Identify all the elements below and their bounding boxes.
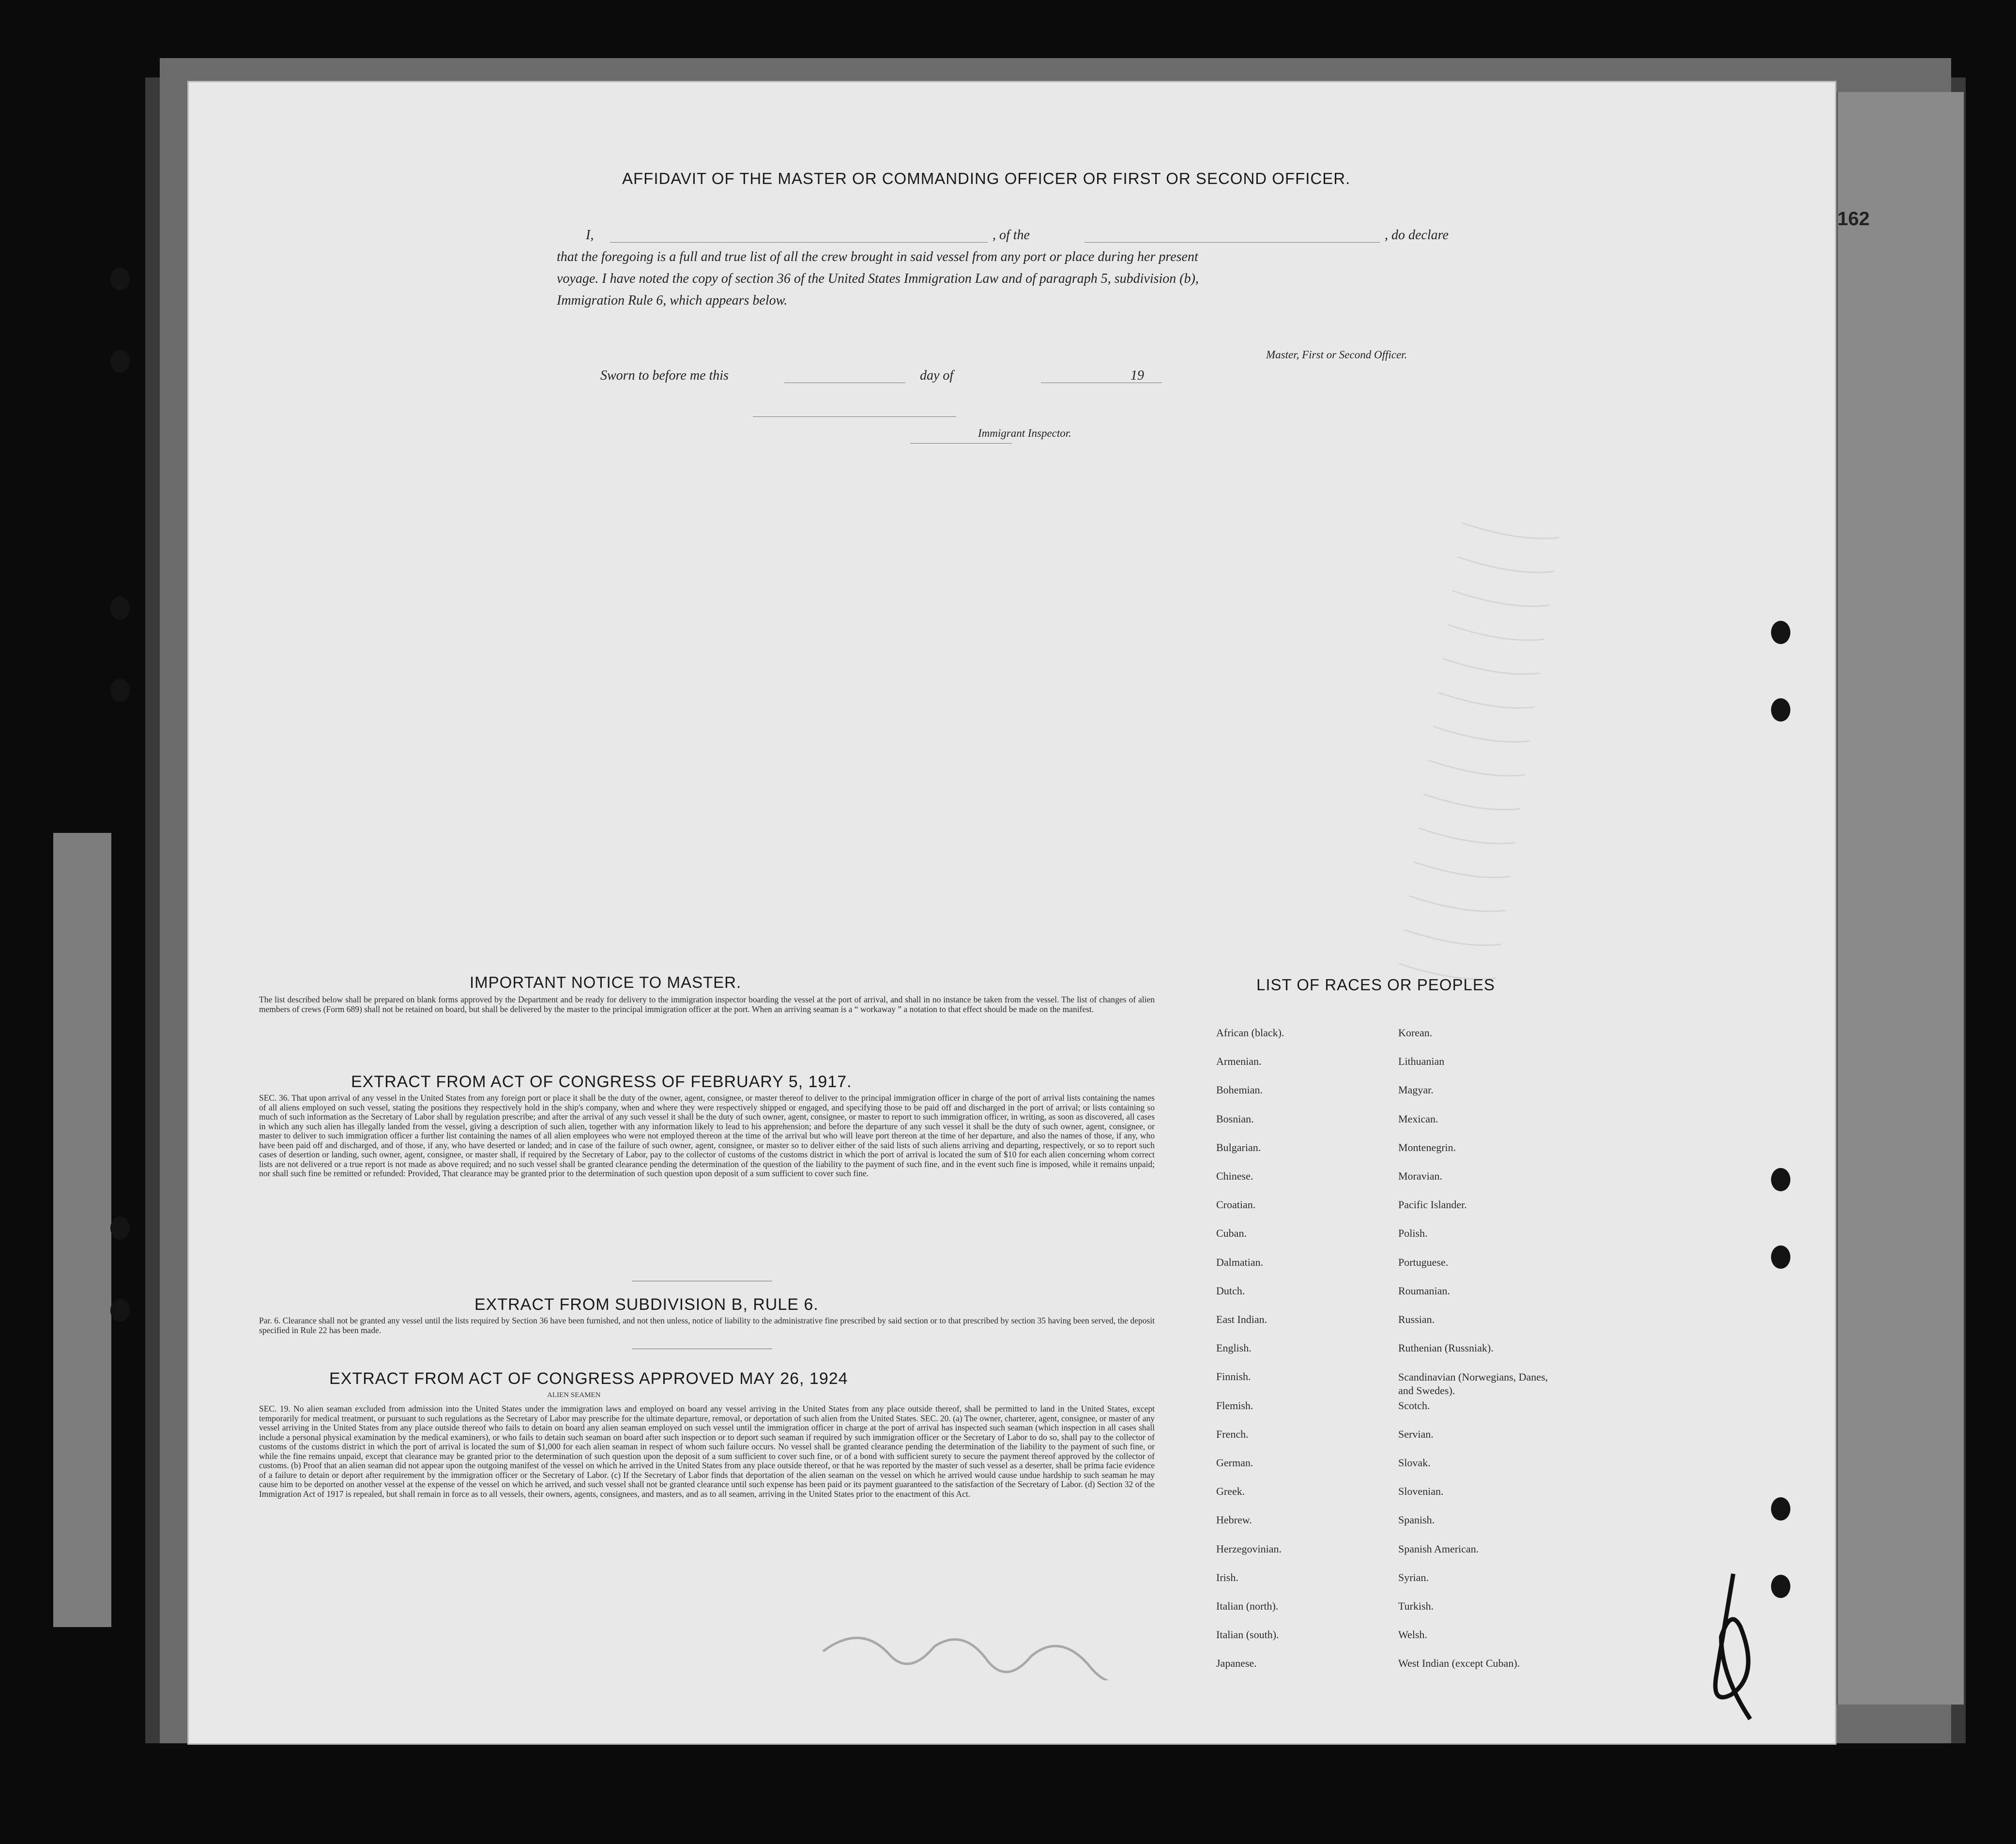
manifest-page [189, 82, 1835, 1743]
race-item: English. [1216, 1342, 1252, 1354]
punch-hole [110, 350, 130, 373]
underlying-page-edge [1835, 92, 1964, 1705]
race-item: Scotch. [1398, 1399, 1430, 1412]
punch-hole [110, 597, 130, 620]
race-item: Lithuanian [1398, 1055, 1445, 1068]
extract-1917-text: SEC. 36. That upon arrival of any vessel in the United States from any foreign port or place it shall be the duty of the owner, agent, consignee, or master thereof to deliver to the principal immigration officer in charge of the port of arrival lists containing the names of all aliens employed on such vessel, stating the positions they respectively hold in the ship's company, when and where they were respectively shipped or engaged, and specifying those to be paid off and discharged in the port of arrival; or lists containing so much of such information as the Secretary of Labor shall by regulation prescribe; and after the arrival of any such vessel it shall be the duty of such owner, agent, consignee, or master to report to such immigration officer, in writing, as soon as discovered, all cases in which any such alien has illegally landed from the vessel, giving a description of such alien, together with any information likely to lead to his apprehension; and before the departure of any such vessel it shall be the duty of such owner, agent, consignee, or master to deliver to such immigration officer a further list containing the names of all alien employees who were not employed thereon at the time of the arrival but who will leave port thereon at the time of her departure, and also the names of those, if any, who have been paid off and discharged, and of those, if any, who have deserted or landed; and in case of the failure of such owner, agent, consignee, or master so to deliver either of the said lists of such aliens arriving and departing, respectively, or so to report such cases of desertion or landing, such owner, agent, consignee, or master shall, if required by the Secretary of Labor, pay to the collector of customs of the customs district in which the port of arrival is located the sum of $10 for each alien concerning whom correct lists are not delivered or a true report is not made as above required; and no such vessel shall be granted clearance pending the determination of the question of the liability to the payment of such fine, and in the event such fine is imposed, while it remains unpaid; nor shall such fine be remitted or refunded: Provided, That clearance may be granted prior to the determination of such question upon deposit of a sum sufficient to cover such fine. [259, 1093, 1155, 1178]
page-number-stamp: 162 [1837, 208, 1870, 230]
race-item: Spanish. [1398, 1514, 1435, 1526]
inspector-signature-line [753, 416, 956, 417]
race-item: Magyar. [1398, 1084, 1434, 1096]
punch-hole [110, 267, 130, 291]
race-item: Portuguese. [1398, 1256, 1449, 1268]
affidavit-line-start: I, [586, 228, 594, 243]
race-item: Spanish American. [1398, 1542, 1479, 1555]
affidavit-declaration-line3: voyage. I have noted the copy of section 36 of the United States Immigration Law and of paragraph 5, subdivision (b), [557, 271, 1199, 286]
race-item: Moravian. [1398, 1170, 1443, 1182]
race-item: Montenegrin. [1398, 1141, 1456, 1153]
race-item: Bulgarian. [1216, 1141, 1261, 1153]
race-item: Japanese. [1216, 1657, 1257, 1670]
punch-hole [1771, 621, 1790, 644]
sworn-year: 19 [1130, 368, 1144, 383]
left-page-strip [53, 833, 111, 1627]
extract-rule6-text: Par. 6. Clearance shall not be granted any vessel until the lists required by Section 36 have been furnished, and not then unless, notice of liability to the administrative fine prescribed by said section or to that prescribed by section 35 having been served, the deposit specified in Rule 22 has been made. [259, 1316, 1155, 1335]
race-item: Mexican. [1398, 1112, 1438, 1125]
race-item: Dalmatian. [1216, 1256, 1264, 1268]
extract-1924-title: EXTRACT FROM ACT OF CONGRESS APPROVED MAY 26, 1924 [329, 1369, 848, 1388]
punch-hole [110, 1299, 130, 1322]
inspector-caption-line [910, 443, 1012, 444]
race-item: Roumanian. [1398, 1284, 1450, 1297]
sworn-text-mid: day of [920, 368, 954, 383]
race-item: Chinese. [1216, 1170, 1253, 1182]
race-item: Servian. [1398, 1428, 1434, 1440]
race-item: East Indian. [1216, 1313, 1268, 1325]
affidavit-declaration-line4: Immigration Rule 6, which appears below. [557, 293, 788, 308]
extract-1917-title: EXTRACT FROM ACT OF CONGRESS OF FEBRUARY 5, 1917. [351, 1073, 852, 1091]
affidavit-line-end: , do declare [1385, 228, 1449, 243]
punch-hole [1771, 1497, 1790, 1521]
race-item: Hebrew. [1216, 1514, 1252, 1526]
affidavit-title: AFFIDAVIT OF THE MASTER OR COMMANDING OFFICER OR FIRST OR SECOND OFFICER. [622, 169, 1351, 187]
race-item: Ruthenian (Russniak). [1398, 1342, 1494, 1354]
race-item: Welsh. [1398, 1629, 1427, 1641]
race-item: Cuban. [1216, 1227, 1247, 1240]
race-item: African (black). [1216, 1027, 1284, 1039]
race-item: Irish. [1216, 1571, 1238, 1583]
punch-hole [1771, 1245, 1790, 1269]
master-signature-caption: Master, First or Second Officer. [1266, 349, 1407, 361]
extract-1924-text: SEC. 19. No alien seaman excluded from admission into the United States under the immigration laws and employed on board any vessel arriving in the United States from any place outside thereof, shall be permitted to land in the United States, except temporarily for medical treatment, or pursuant to such regulations as the Secretary of Labor may prescribe for the ultimate departure, removal, or deportation of such alien from the United States. SEC. 20. (a) The owner, charterer, agent, consignee, or master of any vessel arriving in the United States from any place outside thereof who fails to detain on board any alien seaman employed on such vessel until the immigration officer in charge at the port of arrival has inspected such seaman (which inspection in all cases shall include a personal physical examination by the medical examiners), or who fails to detain such seaman on board after such inspection or to deport such seaman if required by such immigration officer or the Secretary of Labor to do so, shall pay to the collector of customs of the customs district in which the port of arrival is located the sum of $1,000 for each alien seaman in respect of whom such failure occurs. No vessel shall be granted clearance pending the determination of the liability to the payment of such fine, or while the fine remains unpaid, except that clearance may be granted prior to the determination of such question upon the deposit of a sum sufficient to cover such fine, or of a bond with sufficient surety to secure the payment thereof approved by the collector of customs. (b) Proof that an alien seaman did not appear upon the outgoing manifest of the vessel on which he arrived in the United States from any place outside thereof, or that he was reported by the master of such vessel as a deserter, shall be prima facie evidence of a failure to detain or deport after requirement by the immigration officer or the Secretary of Labor. (c) If the Secretary of Labor finds that deportation of the alien seaman on the vessel on which he arrived would cause undue hardship to such seaman he may cause him to be deported on another vessel at the expense of the vessel on which he arrived, and such vessel shall not be granted clearance until such expense has been paid or its payment guaranteed to the satisfaction of the Secretary of Labor. (d) Section 32 of the Immigration Act of 1917 is repealed, but shall remain in force as to all vessels, their owners, agents, consignees, and masters, and as to all seamen, arriving in the United States prior to the enactment of this Act. [259, 1404, 1155, 1499]
races-title: LIST OF RACES OR PEOPLES [1256, 976, 1495, 994]
race-item: Turkish. [1398, 1600, 1434, 1612]
punch-hole [1771, 698, 1790, 722]
race-item: Finnish. [1216, 1370, 1251, 1383]
race-item: Bosnian. [1216, 1112, 1254, 1125]
race-item: Italian (north). [1216, 1600, 1279, 1612]
race-item: Bohemian. [1216, 1084, 1263, 1096]
race-item: Greek. [1216, 1485, 1245, 1498]
race-item: Korean. [1398, 1027, 1433, 1039]
notice-text: The list described below shall be prepared on blank forms approved by the Department and be ready for delivery to the immigration inspector boarding the vessel at the port of arrival, and shall in no instance be taken from the vessel. The list of changes of alien members of crews (Form 689) shall not be retained on board, but shall be delivered by the master to the principal immigration officer at the port. When an arriving seaman is a “ workaway ” a notation to that effect should be made on the manifest. [259, 995, 1155, 1014]
race-item: German. [1216, 1457, 1253, 1469]
race-item: Polish. [1398, 1227, 1428, 1240]
race-item: West Indian (except Cuban). [1398, 1657, 1520, 1670]
race-item: Flemish. [1216, 1399, 1253, 1412]
race-item: Italian (south). [1216, 1629, 1279, 1641]
race-item: Russian. [1398, 1313, 1435, 1325]
notice-title: IMPORTANT NOTICE TO MASTER. [470, 973, 742, 991]
race-item: Slovenian. [1398, 1485, 1444, 1498]
extract-rule6-title: EXTRACT FROM SUBDIVISION B, RULE 6. [474, 1295, 819, 1314]
punch-hole [110, 679, 130, 702]
affidavit-declaration-line2: that the foregoing is a full and true list of all the crew brought in said vessel from any port or place during her present [557, 249, 1198, 264]
name-blank-line [610, 242, 988, 243]
race-item: Scandinavian (Norwegians, Danes, and Swedes). [1398, 1371, 1548, 1397]
race-item: Herzegovinian. [1216, 1542, 1282, 1555]
race-item: Syrian. [1398, 1571, 1429, 1583]
race-item: Pacific Islander. [1398, 1199, 1467, 1211]
punch-hole [1771, 1168, 1790, 1191]
faint-signature [818, 1622, 1133, 1680]
vessel-blank-line [1084, 242, 1380, 243]
sworn-text-start: Sworn to before me this [600, 368, 729, 383]
race-item: Dutch. [1216, 1284, 1245, 1297]
handwritten-mark [1704, 1564, 1782, 1729]
race-item: Croatian. [1216, 1199, 1256, 1211]
race-item: French. [1216, 1428, 1249, 1440]
inspector-caption: Immigrant Inspector. [978, 427, 1071, 439]
extract-1924-subtitle: ALIEN SEAMEN [547, 1391, 601, 1399]
race-item: Slovak. [1398, 1457, 1431, 1469]
race-item: Armenian. [1216, 1055, 1262, 1068]
punch-hole [110, 1216, 130, 1240]
affidavit-line-mid: , of the [993, 228, 1030, 243]
